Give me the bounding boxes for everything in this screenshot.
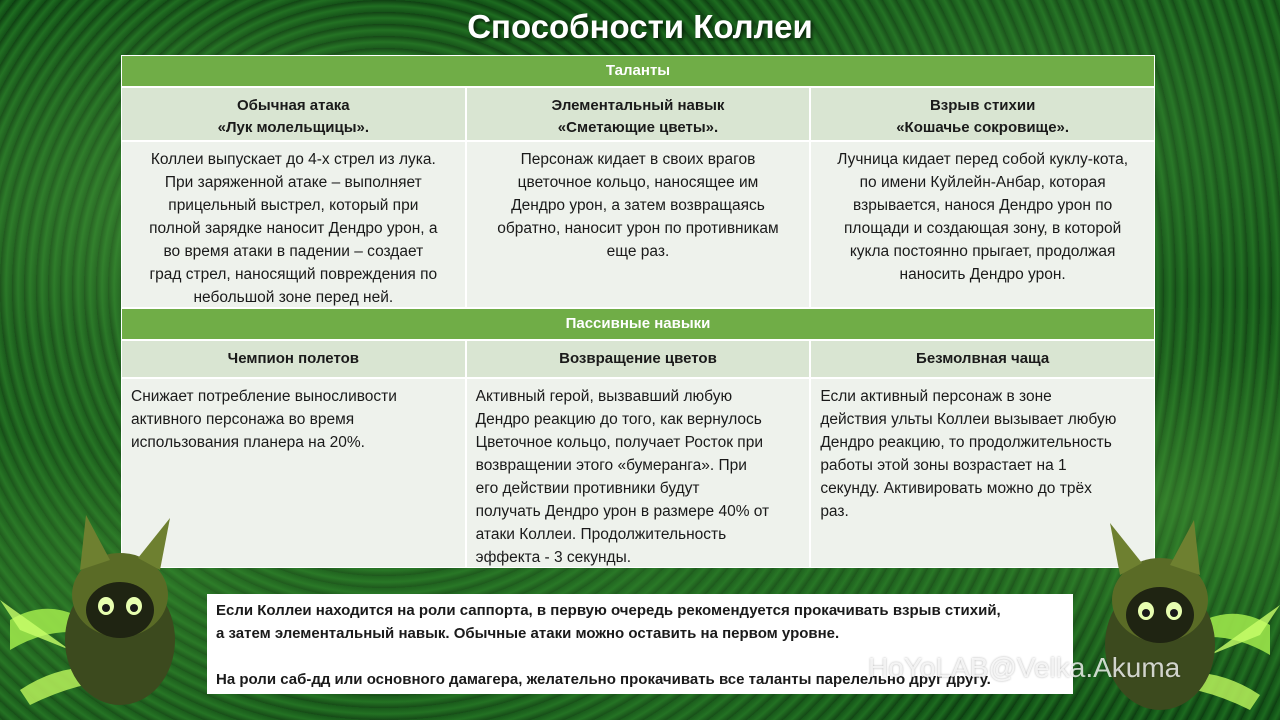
- passive-name-1: Чемпион полетов: [121, 340, 466, 378]
- talent-desc-normal-attack: Коллеи выпускает до 4-х стрел из лука. При заряженной атаке – выполняет прицельный выстрел, который при полной зарядке наносит Дендро урон, а во время атаки в падении – создает град стрел, наносящий повреждения по небольшой зоне перед ней.: [121, 141, 466, 308]
- cat-doll-mascot-left-icon: [0, 500, 200, 710]
- talents-header-row: [121, 87, 1155, 141]
- talent-desc-elemental-burst: Лучница кидает перед собой куклу-кота, по имени Куйлейн-Анбар, которая взрывается, нанося Дендро урон по площади и создающая зону, в которой кукла постоянно прыгает, продолжая наносить Дендро урон.: [810, 141, 1155, 308]
- talent-name-normal-attack: Обычная атака «Лук молельщицы».: [121, 87, 466, 141]
- talents-description-row: [121, 141, 1155, 308]
- passives-band: Пассивные навыки: [121, 308, 1155, 340]
- watermark: HoYoLAB@Velka.Akuma: [868, 652, 1181, 683]
- talent-name-elemental-skill: Элементальный навык «Сметающие цветы».: [466, 87, 811, 141]
- passive-name-2: Возвращение цветов: [466, 340, 811, 378]
- abilities-table: [121, 55, 1155, 568]
- note-dps: На роли саб-дд или основного дамагера, желательно прокачивать все таланты парелельно друг другу.: [216, 671, 991, 688]
- talents-band: Таланты: [121, 55, 1155, 87]
- talent-desc-elemental-skill: Персонаж кидает в своих врагов цветочное кольцо, наносящее им Дендро урон, а затем возвращаясь обратно, наносит урон по противникам еще раз.: [466, 141, 811, 308]
- passives-description-row: [121, 378, 1155, 568]
- passives-header-row: [121, 340, 1155, 378]
- passive-desc-3: Если активный персонаж в зоне действия ульты Коллеи вызывает любую Дендро реакцию, то продолжительность работы этой зоны возрастает на 1 секунду. Активировать можно до трёх раз.: [810, 378, 1155, 568]
- page-title: Способности Коллеи: [467, 8, 813, 45]
- talent-name-elemental-burst: Взрыв стихии «Кошачье сокровище».: [810, 87, 1155, 141]
- note-support: Если Коллеи находится на роли саппорта, в первую очередь рекомендуется прокачивать взрыв стихий, а затем элементальный навык. Обычные атаки можно оставить на первом уровне.: [216, 602, 1001, 642]
- passive-name-3: Безмолвная чаща: [810, 340, 1155, 378]
- passive-desc-2: Активный герой, вызвавший любую Дендро реакцию до того, как вернулось Цветочное кольцо, получает Росток при возвращении этого «бумеранга». При его действии противники будут получать Дендро урон в размере 40% от атаки Коллеи. Продолжительность эффекта - 3 секунды.: [466, 378, 811, 568]
- passive-desc-1: Снижает потребление выносливости активного персонажа во время использования планера на 20%.: [121, 378, 466, 568]
